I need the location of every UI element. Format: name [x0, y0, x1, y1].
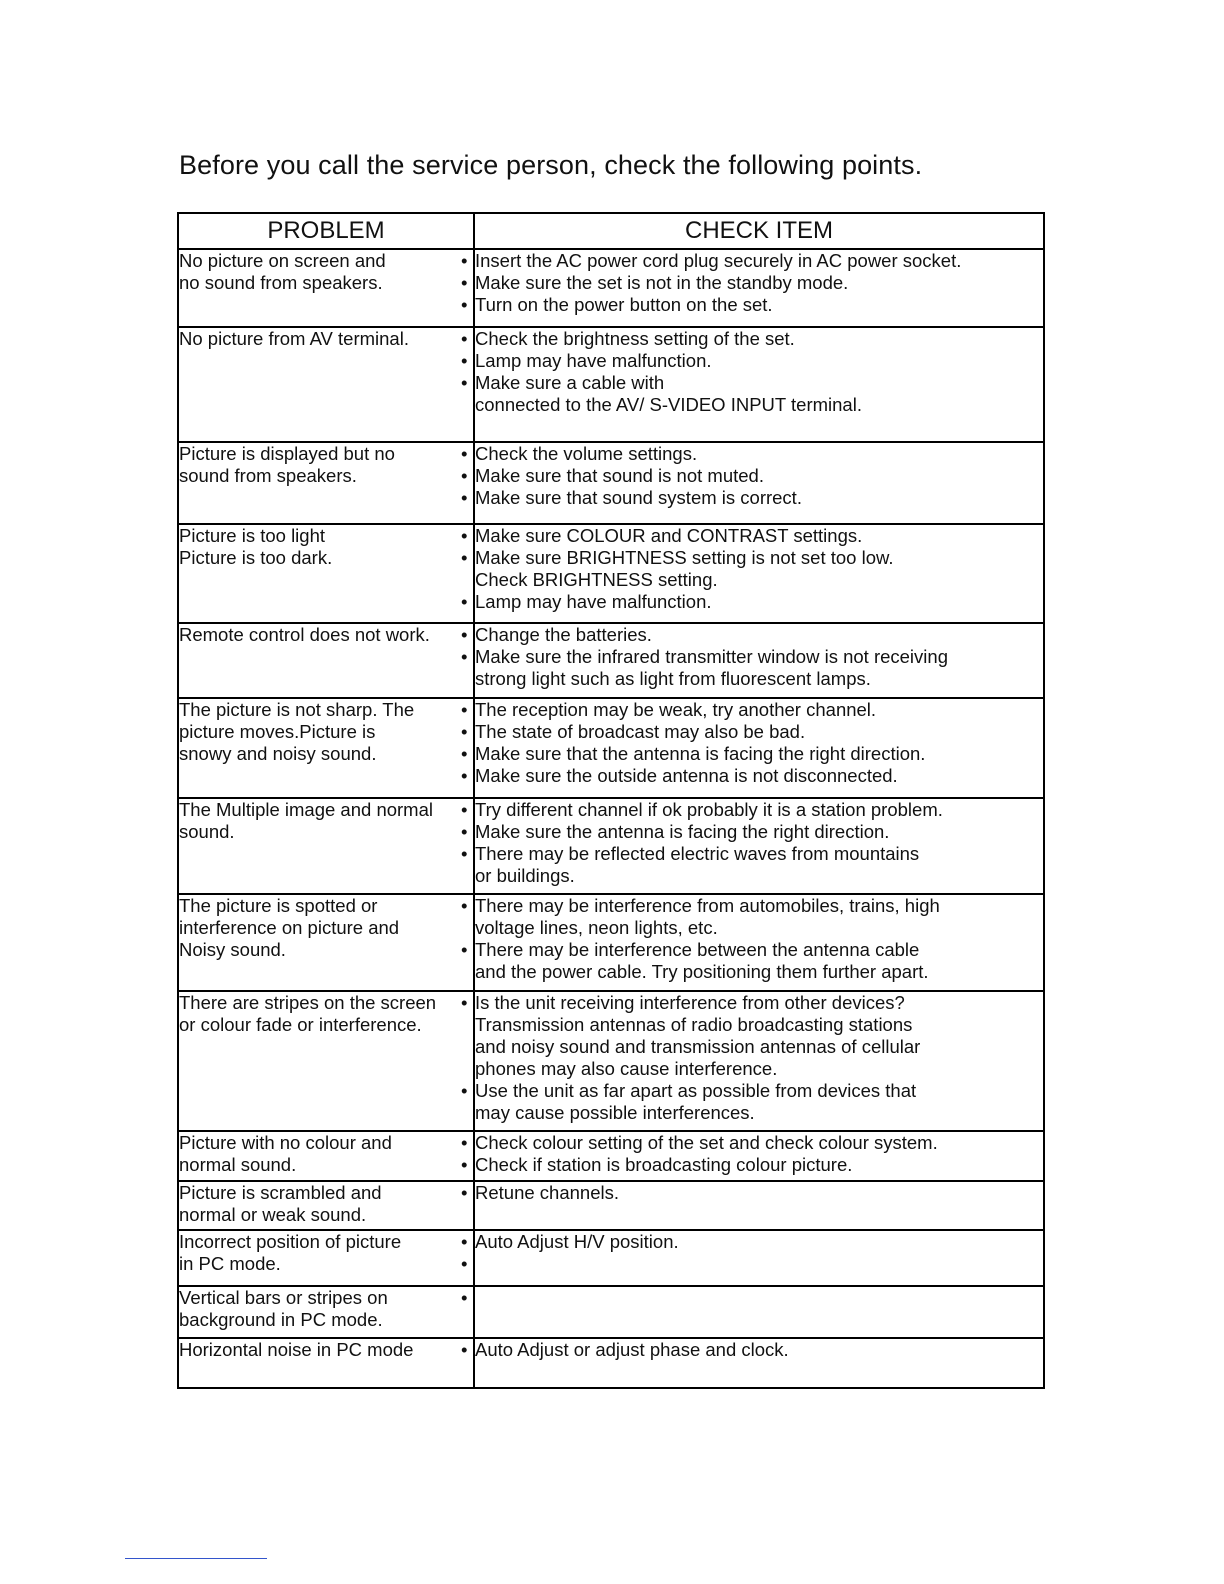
check-item-bullet: • Auto Adjust or adjust phase and clock. — [475, 1339, 1043, 1361]
check-item-bullet: • Check if station is broadcasting colour picture. — [475, 1154, 1043, 1176]
problem-cell — [178, 894, 474, 991]
check-item-cell — [474, 1131, 1044, 1181]
table-row — [178, 327, 1044, 442]
check-item-bullet: • Make sure that sound system is correct. — [475, 487, 1043, 509]
check-item-continuation: or buildings. — [475, 865, 575, 886]
table-row — [178, 1338, 1044, 1388]
check-item-bullet: • Is the unit receiving interference from other devices? — [475, 992, 1043, 1014]
check-item-cell — [474, 894, 1044, 991]
problem-text-line: sound from speakers. — [179, 465, 357, 486]
check-item-bullet: • Make sure BRIGHTNESS setting is not set too low. — [475, 547, 1043, 569]
problem-text-line: normal sound. — [179, 1154, 297, 1175]
check-item-bullet: • Insert the AC power cord plug securely in AC power socket. — [475, 250, 1043, 272]
table-row — [178, 1131, 1044, 1181]
check-item-bullet: • Make sure the set is not in the standby mode. — [475, 272, 1043, 294]
check-item-continuation: and the power cable. Try positioning them further apart. — [475, 961, 929, 982]
problem-text-line: Noisy sound. — [179, 939, 286, 960]
table-row — [178, 442, 1044, 524]
check-item-bullet: • Make sure a cable with — [475, 372, 1043, 394]
problem-text-line: picture moves.Picture is — [179, 721, 376, 742]
problem-text-line: normal or weak sound. — [179, 1204, 367, 1225]
table-row — [178, 524, 1044, 623]
troubleshooting-table — [177, 212, 1045, 1389]
check-item-bullet: • Lamp may have malfunction. — [475, 591, 1043, 613]
check-item-continuation: Transmission antennas of radio broadcasting stations — [475, 1014, 913, 1035]
check-item-bullet: • Make sure the outside antenna is not disconnected. — [475, 765, 1043, 787]
check-item-bullet: • Change the batteries. — [475, 624, 1043, 646]
problem-cell — [178, 249, 474, 327]
check-item-cell — [474, 1286, 1044, 1338]
table-row — [178, 798, 1044, 894]
check-item-bullet — [475, 1287, 1043, 1309]
check-item-bullet: • Lamp may have malfunction. — [475, 350, 1043, 372]
problem-cell — [178, 327, 474, 442]
table-row — [178, 249, 1044, 327]
table-row — [178, 991, 1044, 1131]
check-item-bullet: • Check the brightness setting of the set. — [475, 328, 1043, 350]
check-item-bullet: • Check the volume settings. — [475, 443, 1043, 465]
check-item-continuation: phones may also cause interference. — [475, 1058, 778, 1079]
problem-cell — [178, 623, 474, 698]
problem-text-line: Picture is scrambled and — [179, 1182, 382, 1203]
problem-text-line: Picture is too light — [179, 525, 326, 546]
check-item-bullet: • Make sure that the antenna is facing the right direction. — [475, 743, 1043, 765]
table-row — [178, 1230, 1044, 1286]
problem-text-line: Vertical bars or stripes on — [179, 1287, 388, 1308]
problem-text-line: or colour fade or interference. — [179, 1014, 422, 1035]
check-item-cell — [474, 1230, 1044, 1286]
problem-cell — [178, 1131, 474, 1181]
check-item-bullet: • Make sure the infrared transmitter window is not receiving — [475, 646, 1043, 668]
problem-text-line: in PC mode. — [179, 1253, 281, 1274]
check-item-bullet: • Make sure the antenna is facing the right direction. — [475, 821, 1043, 843]
footer-rule — [125, 1558, 267, 1559]
check-item-bullet: • Retune channels. — [475, 1182, 1043, 1204]
check-item-bullet: • Auto Adjust H/V position. — [475, 1231, 1043, 1253]
check-item-cell — [474, 249, 1044, 327]
check-item-cell — [474, 1181, 1044, 1230]
troubleshooting-table-body — [178, 249, 1044, 1388]
problem-cell — [178, 1338, 474, 1388]
problem-text-line: Horizontal noise in PC mode — [179, 1339, 414, 1360]
problem-text-line: Picture with no colour and — [179, 1132, 392, 1153]
problem-cell — [178, 524, 474, 623]
problem-text-line: The picture is spotted or — [179, 895, 378, 916]
check-item-continuation: and noisy sound and transmission antennas of cellular — [475, 1036, 921, 1057]
check-item-cell — [474, 327, 1044, 442]
check-item-continuation: connected to the AV/ S-VIDEO INPUT terminal. — [475, 394, 862, 415]
check-item-cell — [474, 524, 1044, 623]
problem-text-line: sound. — [179, 821, 235, 842]
check-item-bullet: • Make sure COLOUR and CONTRAST settings. — [475, 525, 1043, 547]
check-item-continuation: Check BRIGHTNESS setting. — [475, 569, 718, 590]
check-item-bullet: • There may be interference between the antenna cable — [475, 939, 1043, 961]
problem-text-line: No picture from AV terminal. — [179, 328, 409, 349]
check-item-bullet: • The state of broadcast may also be bad. — [475, 721, 1043, 743]
table-row — [178, 894, 1044, 991]
check-item-column-header: CHECK ITEM — [474, 213, 1044, 249]
problem-cell — [178, 798, 474, 894]
problem-text-line: The picture is not sharp. The — [179, 699, 415, 720]
problem-text-line: Remote control does not work. — [179, 624, 430, 645]
problem-text-line: No picture on screen and — [179, 250, 386, 271]
check-item-cell — [474, 698, 1044, 798]
problem-text-line: no sound from speakers. — [179, 272, 383, 293]
check-item-cell — [474, 623, 1044, 698]
check-item-bullet — [475, 1253, 1043, 1275]
problem-text-line: The Multiple image and normal — [179, 799, 433, 820]
check-item-bullet: • Turn on the power button on the set. — [475, 294, 1043, 316]
problem-cell — [178, 991, 474, 1131]
problem-cell — [178, 442, 474, 524]
table-row — [178, 1181, 1044, 1230]
problem-text-line: Incorrect position of picture — [179, 1231, 402, 1252]
problem-column-header: PROBLEM — [178, 213, 474, 249]
check-item-continuation: may cause possible interferences. — [475, 1102, 755, 1123]
check-item-bullet: • The reception may be weak, try another channel. — [475, 699, 1043, 721]
page-heading: Before you call the service person, check the following points. — [179, 150, 923, 180]
problem-text-line: Picture is displayed but no — [179, 443, 395, 464]
table-row — [178, 623, 1044, 698]
check-item-cell — [474, 1338, 1044, 1388]
check-item-bullet: • Make sure that sound is not muted. — [475, 465, 1043, 487]
table-row — [178, 698, 1044, 798]
check-item-cell — [474, 442, 1044, 524]
table-header-row — [178, 213, 1044, 249]
problem-text-line: interference on picture and — [179, 917, 400, 938]
problem-cell — [178, 1230, 474, 1286]
check-item-cell — [474, 991, 1044, 1131]
check-item-bullet: • There may be reflected electric waves from mountains — [475, 843, 1043, 865]
check-item-bullet: • Use the unit as far apart as possible from devices that — [475, 1080, 1043, 1102]
check-item-cell — [474, 798, 1044, 894]
check-item-bullet: • There may be interference from automobiles, trains, high — [475, 895, 1043, 917]
check-item-bullet: • Try different channel if ok probably it is a station problem. — [475, 799, 1043, 821]
table-row — [178, 1286, 1044, 1338]
check-item-bullet: • Check colour setting of the set and check colour system. — [475, 1132, 1043, 1154]
check-item-continuation: voltage lines, neon lights, etc. — [475, 917, 718, 938]
problem-cell — [178, 698, 474, 798]
problem-text-line: background in PC mode. — [179, 1309, 383, 1330]
check-item-continuation: strong light such as light from fluorescent lamps. — [475, 668, 871, 689]
problem-cell — [178, 1181, 474, 1230]
problem-text-line: snowy and noisy sound. — [179, 743, 377, 764]
problem-cell — [178, 1286, 474, 1338]
problem-text-line: There are stripes on the screen — [179, 992, 437, 1013]
problem-text-line: Picture is too dark. — [179, 547, 333, 568]
